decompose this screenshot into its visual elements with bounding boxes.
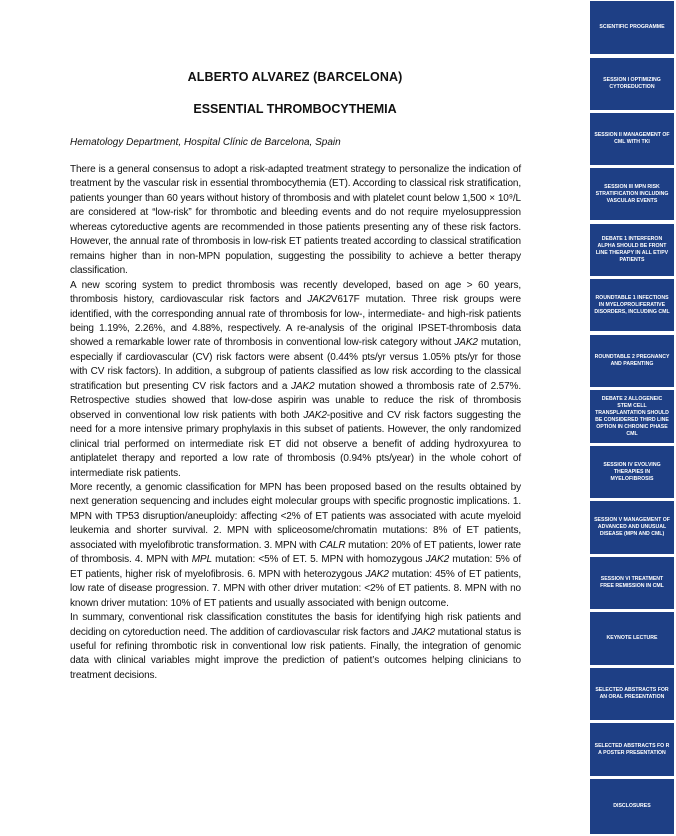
gene-name: JAK2 <box>454 337 478 349</box>
paragraph <box>70 163 521 279</box>
sidebar-item-15[interactable] <box>590 779 674 834</box>
document-title: ESSENTIAL THROMBOCYTHEMIA <box>193 102 397 116</box>
sidebar-item-2[interactable] <box>590 58 674 110</box>
sidebar-item-label: SESSION IV EVOLVING THERAPIES IN MYELOFIBROSIS <box>603 461 661 482</box>
paragraph-text: V617F mutation. Three risk groups were identified, with the corresponding annual rate of thrombosis for low-, intermediate- and high-risk patients being 1.19%, 2.26%, and 4.88%, respectively. A re-analysis of the original IPSET-thrombosis data showed a remarkable lower rate of thrombosis in conventional low-risk category without <box>70 294 521 349</box>
sidebar-item-14[interactable] <box>590 723 674 776</box>
section-sidebar <box>588 0 676 836</box>
sidebar-item-8[interactable] <box>590 390 674 443</box>
gene-name: MPL <box>191 554 212 566</box>
sidebar-item-label: SCIENTIFIC PROGRAMME <box>599 24 665 30</box>
sidebar-item-label: KEYNOTE LECTURE <box>606 635 658 641</box>
sidebar-item-3[interactable] <box>590 113 674 165</box>
gene-name: JAK2 <box>365 568 389 580</box>
paragraph-text: mutation: <5% of ET. 5. MPN with homozygous <box>211 554 426 566</box>
gene-name: JAK2 <box>411 626 435 638</box>
paragraph-text: In summary, conventional risk classification constitutes the basis for identifying high risk patients and deciding on cytoreduction need. The addition of cardiovascular risk factors and <box>70 612 521 638</box>
sidebar-item-label: SESSION III MPN RISK STRATIFICATION INCLUDING VASCULAR EVENTS <box>595 183 669 204</box>
sidebar-item-label: DEBATE 2 ALLOGENEIC STEM CELL TRANSPLANTATION SHOULD BE CONSIDERED THIRD LINE OPTION IN CHRONIC PHASE CML <box>595 395 669 437</box>
paragraph <box>70 481 521 611</box>
sidebar-item-10[interactable] <box>590 501 674 554</box>
sidebar-item-6[interactable] <box>590 279 674 331</box>
sidebar-item-4[interactable] <box>590 168 674 220</box>
sidebar-item-12[interactable] <box>590 612 674 665</box>
sidebar-item-label: SESSION II MANAGEMENT OF CML WITH TKI <box>594 132 670 145</box>
gene-name: JAK2 <box>425 554 450 566</box>
paragraph-text: -positive and CV risk factors suggesting the need for a more intensive primary prophylaxis in this subset of patients. However, the only randomized clinical trial performed on intermediate risk ET did not observe a benefit of adding hydroxyurea to antiplatelet therapy and reported a low rate of thrombosis (0.94% pts/year) in the whole cohort of intermediate risk patients. <box>70 409 521 479</box>
sidebar-item-label: SESSION I OPTIMIZING CYTOREDUCTION <box>603 77 661 90</box>
author-heading: ALBERTO ALVAREZ (BARCELONA) <box>187 70 403 84</box>
paragraph-text: mutational status is useful for refining thrombotic risk in conventional low risk patients. Finally, the integration of genomic data with clinical variables might improve the prediction of patient’s outcomes helping clinicians to treatment decisions. <box>70 626 521 681</box>
paragraph-text: There is a general consensus to adopt a risk-adapted treatment strategy to personalize the indication of treatment by the vascular risk in essential thrombocythemia (ET). According to classical risk stratification, patients younger than 60 years without history of thrombosis and with platelet count below 1,500 × 10⁹/L are considered at “low-risk” for thrombotic and bleeding events and do not require myelosuppression whereas cytoreductive agents are recommended in those patients presenting any of these risk factors. However, the annual rate of thrombosis in low-risk ET patients treated according to classical stratification remains higher than in non-MPN population, suggesting the possibility to achieve a better therapy classification. <box>70 164 521 277</box>
paragraph-text: More recently, a genomic classification for MPN has been proposed based on the results obtained by next generation sequencing and includes eight molecular groups with specific prognostic implications. 1. MPN with TP53 disruption/aneuploidy: affecting <2% of ET patients was associated with acute myeloid leukemia and shorter survival. 2. MPN with spliceosome/chromatin mutations: 8% of ET patients, associated with myelofibrotic transformation. 3. MPN with <box>70 481 521 551</box>
sidebar-item-label: SESSION VI TREATMENT FREE REMISSION IN CML <box>600 576 664 589</box>
sidebar-item-label: DISCLOSURES <box>613 803 651 809</box>
gene-name: JAK2 <box>303 409 327 421</box>
abstract-body <box>70 163 521 683</box>
paragraph-text: mutation: 45% of ET patients, low rate of disease progression. 7. MPN with other driver mutation: <2% of ET patients. 8. MPN with no known driver mutation: 10% of ET patients and usually associated with benign outcome. <box>70 568 521 609</box>
paragraph-text: mutation showed a thrombosis rate of 2.57%. Retrospective studies showed that low-dose aspirin was unable to reduce the risk of thrombosis observed in conventional low risk patients with both <box>70 380 521 421</box>
gene-name: JAK2 <box>291 380 315 392</box>
sidebar-item-label: SELECTED ABSTRACTS FOR AN ORAL PRESENTATION <box>595 687 669 700</box>
sidebar-item-label: DEBATE 1 INTERFERON ALPHA SHOULD BE FRONT LINE THERAPY IN ALL ET/PV PATIENTS <box>595 236 669 263</box>
paragraph <box>70 611 521 683</box>
paragraph-text: mutation, especially if cardiovascular (CV) risk factors were absent (0.44% pts/yr versus 1.05% pts/yr for those with CV risk factors). In addition, a subgroup of patients classified as low risk according to the classical stratification but presenting CV risk factors and a <box>70 337 521 392</box>
sidebar-item-label: ROUNDTABLE 2 PREGNANCY AND PARENTING <box>594 354 670 367</box>
sidebar-item-1[interactable] <box>590 1 674 54</box>
affiliation: Hematology Department, Hospital Clínic de Barcelona, Spain <box>70 137 341 148</box>
sidebar-item-7[interactable] <box>590 335 674 387</box>
paragraph-text: mutation: 20% of ET patients, lower rate of thrombosis. 4. MPN with <box>70 539 521 566</box>
sidebar-item-11[interactable] <box>590 557 674 609</box>
paragraph-text: A new scoring system to predict thrombosis was recently developed, based on age > 60 years, thrombosis history, cardiovascular risk factors and <box>70 279 521 306</box>
paragraph <box>70 279 521 481</box>
sidebar-item-label: SESSION V MANAGEMENT OF ADVANCED AND UNUSUAL DISEASE (MPN AND CML) <box>594 517 670 537</box>
sidebar-item-13[interactable] <box>590 668 674 720</box>
gene-name: JAK2 <box>307 294 331 306</box>
sidebar-item-label: ROUNDTABLE 1 INFECTIONS IN MYELOPROLIFERATIVE DISORDERS, INCLUDING CML <box>594 294 670 315</box>
gene-name: CALR <box>319 539 346 551</box>
sidebar-item-5[interactable] <box>590 224 674 276</box>
sidebar-item-9[interactable] <box>590 446 674 498</box>
sidebar-item-label: SELECTED ABSTRACTS FO R A POSTER PRESENTATION <box>594 742 670 756</box>
paragraph-text: mutation: 5% of ET patients, higher risk of myelofibrosis. 6. MPN with heterozygous <box>70 554 521 580</box>
